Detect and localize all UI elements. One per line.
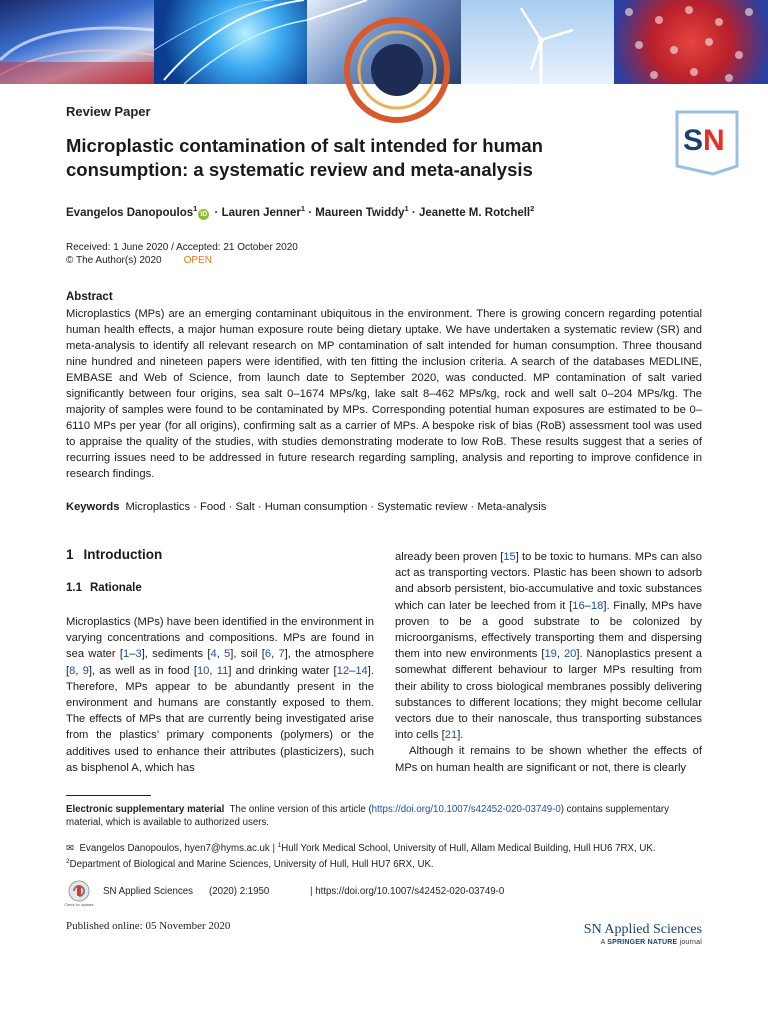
banner-image-2	[154, 0, 308, 84]
citation-link[interactable]: 1	[122, 648, 130, 661]
banner-image-3	[307, 0, 461, 84]
subsection-heading-rationale	[66, 582, 142, 594]
body-text: ]. Nanoplastics present a somewhat different behaviour to larger MPs resulting from their ability to cross biological membranes possibly delivering substances to different locations; they might become cellular vectors due to their nanoscale, thus transporting substances into cells [	[395, 648, 702, 742]
citation-link[interactable]: 7	[278, 648, 285, 661]
abstract-text: Microplastics (MPs) are an emerging contaminant ubiquitous in the environment. There is growing concern regarding potential human health effects, a major human exposure route being dietary uptake. We have undertaken a systematic review (SR) and meta-analysis to identify all relevant research on MP contamination of salt intended for human consumption. Three thousand nine hundred and nineteen papers were identified, with ten fitting the inclusion criteria. A search of the databases MEDLINE, EMBASE and Web of Science, from launch date to September 2020, was conducted. MP contamination of salt varied significantly between four origins, sea salt 0–1674 MPs/kg, lake salt 8–462 MPs/kg, rock and well salt 0–204 MPs/kg. The majority of samples were found to be contaminated by MPs. Corresponding potential human exposures are estimated to be 0–6110 MPs per year (for all origins), confirming salt as a carrier of MPs. A bespoke risk of bias (RoB) assessment tool was used to appraise the quality of the studies, with studies demonstrating moderate to low RoB. These results suggest that a series of recurring issues need to be addressed in future research regarding sampling, analysis and reporting to improve confidence in research findings.	[66, 308, 702, 480]
author-name[interactable]: Evangelos Danopoulos	[66, 206, 194, 219]
citation-link[interactable]: 18	[590, 599, 604, 612]
section-heading-introduction	[66, 547, 162, 562]
affiliation-mark: 1	[277, 842, 282, 849]
banner-image-5	[614, 0, 768, 84]
sn-logo-text: SN	[683, 124, 725, 157]
article-doi[interactable]: | https://doi.org/10.1007/s42452-020-03749-0	[310, 886, 505, 897]
article-title: Microplastic contamination of salt intended for human consumption: a systematic review and meta-analysis	[66, 135, 543, 180]
citation-link[interactable]: 3	[135, 648, 142, 661]
body-text: ] and drinking water [	[228, 664, 337, 677]
author-name[interactable]: Jeanette M. Rotchell	[418, 206, 531, 219]
body-text: ]. Finally, MPs have proven to be a good substrate to be colonized by microorganisms, effectively transporting them and dispersing them into new environments [	[395, 599, 703, 661]
author-affiliation-mark: 1	[404, 204, 409, 213]
section-number: 1	[66, 547, 74, 562]
publisher-suffix: journal	[679, 939, 702, 946]
banner-image-4	[461, 0, 615, 84]
header-banner	[0, 0, 768, 84]
author-name[interactable]: Lauren Jenner	[221, 206, 301, 219]
citation-link[interactable]: 4	[210, 648, 217, 661]
citation-link[interactable]: 14	[355, 664, 368, 677]
footnote-divider	[66, 795, 151, 796]
journal-branding	[540, 922, 702, 946]
supplementary-text: The online version of this article (	[229, 804, 372, 815]
body-column-right	[395, 549, 702, 776]
author-separator: ·	[308, 206, 313, 219]
subsection-number: 1.1	[66, 582, 82, 594]
author-separator: ·	[214, 206, 219, 219]
body-text: ,	[556, 648, 564, 661]
mail-icon[interactable]: ✉	[66, 843, 75, 855]
author-affiliation-mark: 1	[300, 204, 306, 213]
body-text: ], sediments [	[141, 648, 211, 661]
body-paragraph	[395, 551, 702, 741]
published-date: Published online: 05 November 2020	[66, 920, 231, 932]
citation-link[interactable]: 20	[563, 648, 577, 661]
supplementary-doi-link[interactable]: https://doi.org/10.1007/s42452-020-03749-0	[371, 804, 561, 815]
citation-link[interactable]: 16	[572, 599, 585, 612]
publisher-prefix: A	[600, 939, 606, 946]
supplementary-text: ) contains supplementary material, which is available to authorized users.	[66, 804, 669, 828]
body-text: –	[129, 648, 136, 661]
affiliation-2: Department of Biological and Marine Sciences, University of Hull, Hull HU7 6RX, UK.	[69, 859, 434, 871]
article-dates	[66, 241, 298, 267]
journal-branding-title: SN Applied Sciences	[583, 922, 702, 937]
copyright-notice: © The Author(s) 2020	[66, 255, 162, 266]
article-type-label: Review Paper	[66, 104, 151, 119]
author-list	[66, 204, 534, 220]
citation-link[interactable]: 9	[82, 664, 89, 677]
body-text: already been proven [	[395, 551, 504, 563]
citation-link[interactable]: 15	[503, 551, 516, 563]
body-paragraph: Although it remains to be shown whether the effects of MPs on human health are significant or not, there is clearly	[395, 745, 702, 774]
section-title: Introduction	[83, 547, 163, 562]
author-separator: ·	[411, 206, 416, 219]
publisher-line	[540, 939, 702, 946]
publisher-name: SPRINGER NATURE	[607, 939, 678, 946]
author-affiliations	[66, 839, 706, 871]
banner-image-2-art	[154, 0, 308, 84]
sn-logo	[673, 108, 741, 178]
keywords-line	[66, 501, 546, 513]
body-text: ,	[209, 664, 217, 677]
body-text: –	[349, 664, 356, 677]
keywords-list: Microplastics · Food · Salt · Human consumption · Systematic review · Meta-analysis	[125, 501, 547, 513]
body-text: ], soil [	[230, 648, 265, 661]
body-text: ] to be toxic to humans. MPs can also act as transporting vectors. Plastic has been shown to adsorb and absorb persistent, bio-accumulative and toxic substances which can later be leeched from it [	[395, 551, 702, 612]
supplementary-label: Electronic supplementary material	[66, 804, 225, 815]
check-for-updates-icon[interactable]	[66, 880, 92, 910]
journal-name: SN Applied Sciences	[103, 886, 193, 897]
affiliation-mark: 2	[66, 858, 70, 866]
citation-link[interactable]: 19	[544, 648, 557, 661]
orcid-icon[interactable]: iD	[200, 210, 208, 218]
banner-image-1-art	[0, 0, 154, 84]
body-text: ].	[457, 729, 464, 742]
author-name[interactable]: Maureen Twiddy	[315, 206, 405, 219]
supplementary-note	[66, 803, 706, 829]
citation-link[interactable]: 10	[196, 664, 210, 677]
citation-link[interactable]: 8	[69, 664, 76, 677]
journal-volume: (2020) 2:1950	[209, 886, 270, 897]
keywords-label: Keywords	[66, 501, 120, 513]
body-text: ], the atmosphere [	[66, 648, 374, 677]
citation-link[interactable]: 5	[224, 648, 231, 661]
banner-image-3-art	[307, 0, 461, 84]
abstract-heading: Abstract	[66, 291, 113, 303]
body-text: ], as well as in food [	[88, 664, 197, 677]
citation-link[interactable]: 6	[264, 648, 272, 661]
banner-image-1	[0, 0, 154, 84]
affiliation-1: Hull York Medical School, University of Hull, Allam Medical Building, Hull HU6 7RX, UK.	[281, 843, 656, 855]
body-text: –	[584, 599, 591, 612]
banner-image-5-art	[614, 0, 766, 84]
body-text: ,	[216, 648, 225, 661]
author-affiliation-mark: 2	[530, 204, 535, 213]
open-access-badge[interactable]: OPEN	[183, 255, 212, 266]
wind-turbine-icon	[461, 0, 615, 84]
body-text: ,	[271, 648, 279, 661]
subsection-title: Rationale	[90, 582, 142, 594]
citation-link[interactable]: 12	[336, 664, 350, 677]
citation-link[interactable]: 21	[444, 729, 458, 742]
body-column-left	[66, 614, 374, 776]
citation-link[interactable]: 11	[216, 664, 229, 677]
check-for-updates-label: Check for updates	[64, 903, 94, 907]
author-affiliation-mark: 1	[193, 204, 198, 213]
body-text: ,	[75, 664, 83, 677]
corresponding-author-email[interactable]: Evangelos Danopoulos, hyen7@hyms.ac.uk |	[79, 843, 275, 855]
received-accepted-dates: Received: 1 June 2020 / Accepted: 21 October 2020	[66, 242, 298, 253]
body-text: Microplastics (MPs) have been identified in the environment in varying concentrations and compositions. MPs are found in sea water [	[66, 616, 374, 661]
body-text: ]. Therefore, MPs appear to be abundantly present in the environment and humans are constantly exposed to them. The effects of MPs that are currently being investigated arise from the plastics’ primary components (polymers) or the additives used to enhance their attributes (plasticizers), such as bisphenol A, which has	[66, 664, 374, 774]
